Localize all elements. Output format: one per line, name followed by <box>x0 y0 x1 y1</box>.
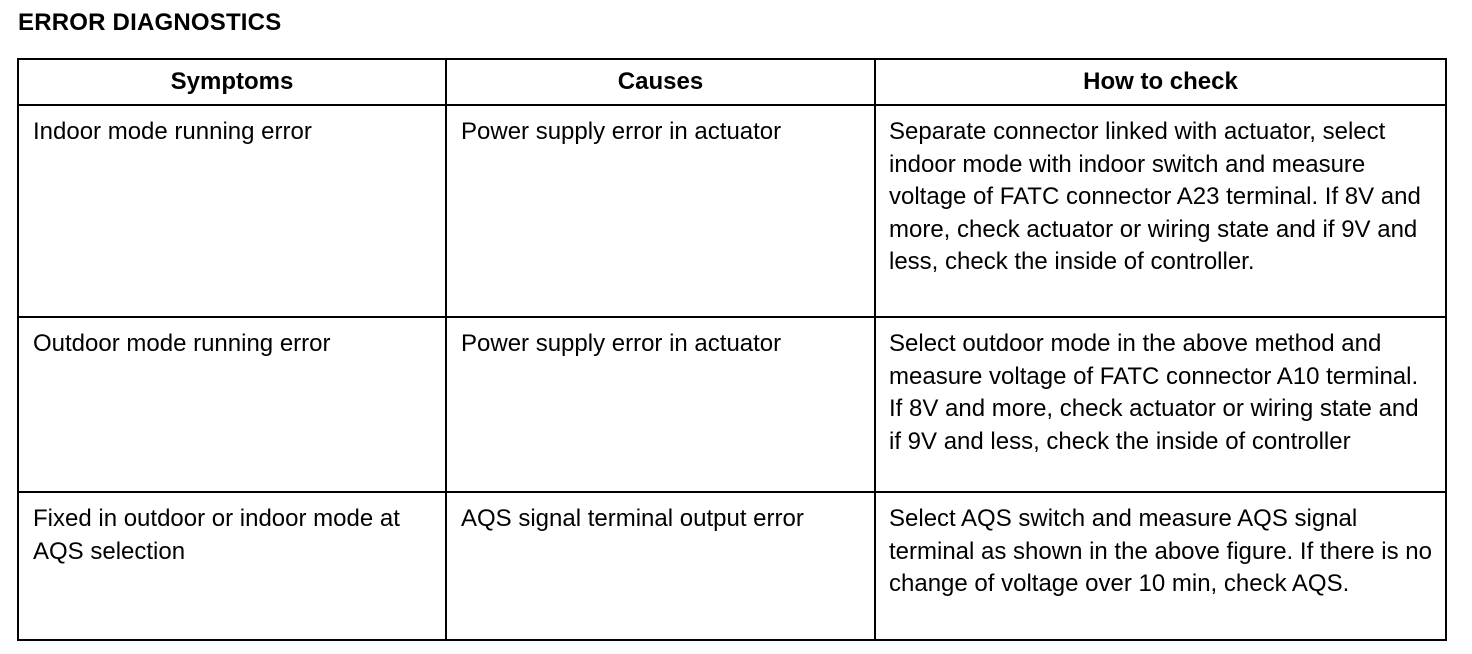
table-header-row <box>18 59 1446 105</box>
table-row <box>18 317 1446 492</box>
symptom-cell: Fixed in outdoor or indoor mode at AQS selection <box>18 492 446 640</box>
table-row <box>18 492 1446 640</box>
check-cell: Separate connector linked with actuator, select indoor mode with indoor switch and measure voltage of FATC connector A23 terminal. If 8V and more, check actuator or wiring state and if 9V and less, check the inside of controller. <box>875 105 1446 317</box>
cause-cell: Power supply error in actuator <box>446 105 875 317</box>
header-how-to-check: How to check <box>875 59 1446 105</box>
symptom-cell: Indoor mode running error <box>18 105 446 317</box>
header-causes: Causes <box>446 59 875 105</box>
cause-cell: Power supply error in actuator <box>446 317 875 492</box>
header-symptoms: Symptoms <box>18 59 446 105</box>
symptom-cell: Outdoor mode running error <box>18 317 446 492</box>
table-row <box>18 105 1446 317</box>
error-diagnostics-table <box>17 58 1447 641</box>
page-title: ERROR DIAGNOSTICS <box>18 9 282 36</box>
cause-cell: AQS signal terminal output error <box>446 492 875 640</box>
check-cell: Select outdoor mode in the above method and measure voltage of FATC connector A10 terminal. If 8V and more, check actuator or wiring state and if 9V and less, check the inside of controller <box>875 317 1446 492</box>
check-cell: Select AQS switch and measure AQS signal terminal as shown in the above figure. If there is no change of voltage over 10 min, check AQS. <box>875 492 1446 640</box>
